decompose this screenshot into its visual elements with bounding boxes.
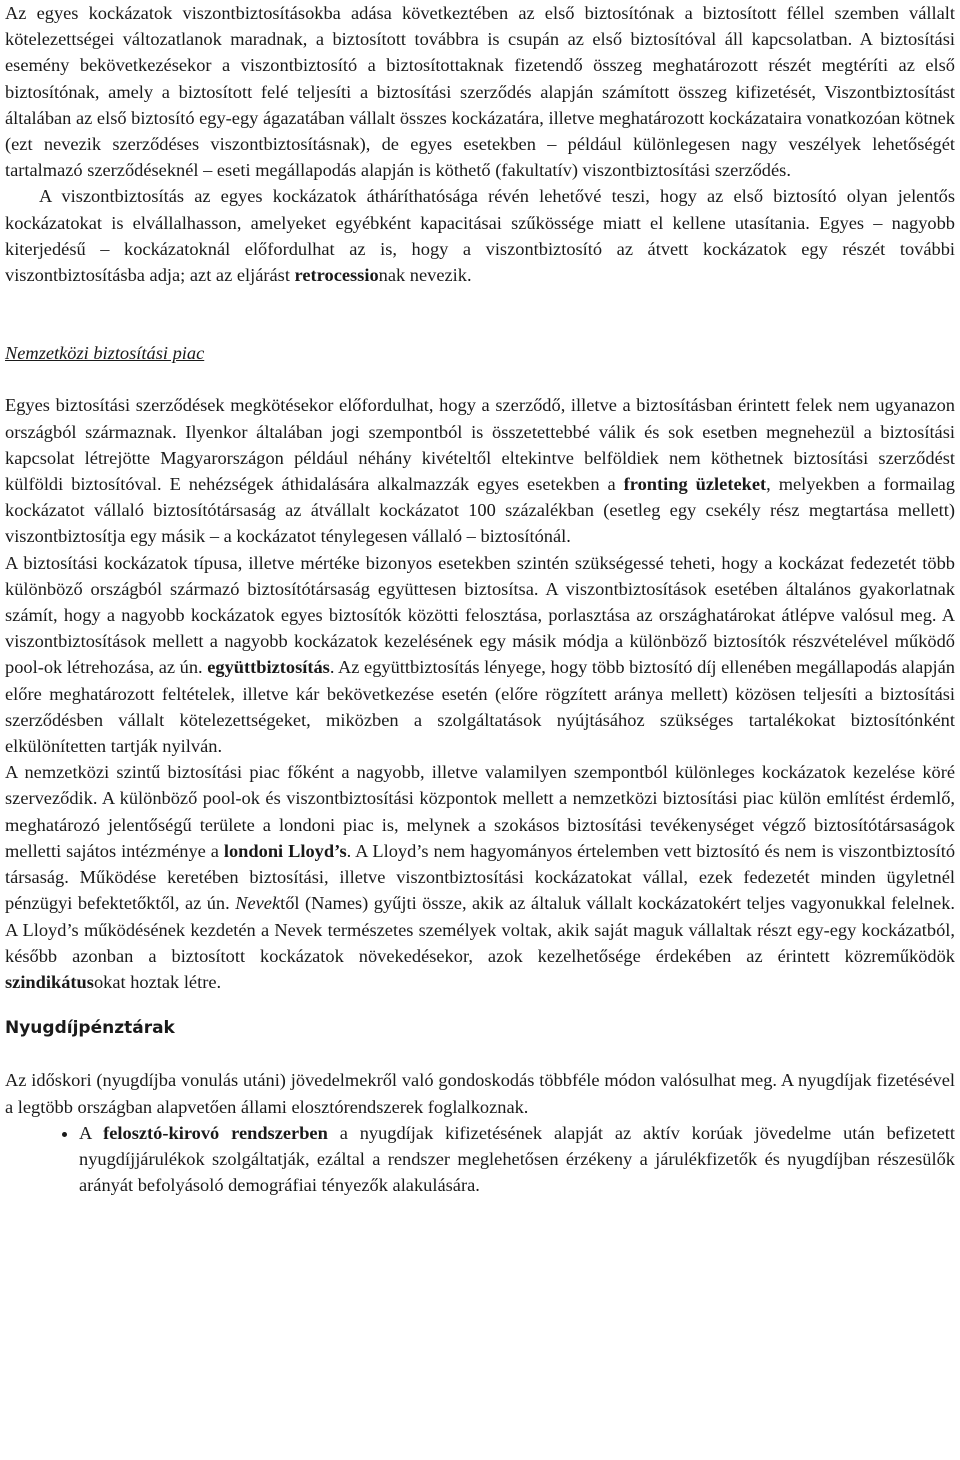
- term-fronting: fronting üzleteket: [623, 474, 767, 495]
- term-coinsurance: együttbiztosítás: [207, 657, 330, 678]
- section-heading-pension-funds: Nyugdíjpénztárak: [5, 1018, 175, 1039]
- term-payg: felosztó-kirovó rendszerben: [103, 1122, 328, 1143]
- spacer: [5, 1041, 955, 1067]
- term-retrocessio: retrocessio: [294, 265, 379, 286]
- spacer: [5, 366, 955, 392]
- term-names: Nevek: [235, 893, 281, 914]
- spacer: [5, 288, 955, 340]
- paragraph-pensions-intro: Az időskori (nyugdíjba vonulás utáni) jövedelmekről való gondoskodás többféle módon valósulhat meg. A nyugdíjak fizetésével a legtöbb országban alapvetően állami elosztórendszerek foglalkoznak.: [5, 1070, 955, 1117]
- list-item: • A felosztó-kirovó rendszerben a nyugdíjak kifizetésének alapját az aktív korúak jövedelme után befizetett nyugdíjjárulékok szolgáltatják, ezáltal a rendszer meglehetősen érzékeny a járulékfizetők és nyugdíjban részesülők arányát befolyásoló demográfiai tényezők alakulására.: [79, 1120, 955, 1199]
- paragraph-fronting: Egyes biztosítási szerződések megkötésekor előfordulhat, hogy a szerződő, illetve a biztosításban érintett felek nem ugyanazon országból származnak. Ilyenkor általában jogi szempontból is összetettebbé válik és sok esetben megnehezül a biztosítási kapcsolat létrejötte Magyarországon például néhány kivételtől eltekintve belföldiek nem köthetnek biztosítási szerződést külföldi biztosítóval. E nehézségek áthidalására alkalmazzák egyes esetekben a fronting üzleteket, melyekben a formailag kockázatot vállaló biztosítótársaság az átvállalt kockázatot 100 százalékban (esetleg egy csekély rész megtartása mellett) viszontbiztosítja egy másik – a kockázatot ténylegesen vállaló – biztosítónál.: [5, 395, 955, 547]
- paragraph-reinsurance-benefits: A viszontbiztosítás az egyes kockázatok átháríthatósága révén lehetővé teszi, hogy az első biztosító olyan jelentős kockázatokat is elvállalhasson, amelyeket egyébként kapacitásai szűkössége miatt el kellene utasítania. Egyes – nagyobb kiterjedésű – kockázatoknál előfordulhat az is, hogy a viszontbiztosító az átvett kockázatok egy részét további viszontbiztosításba adja; azt az eljárást retrocessionak nevezik.: [5, 186, 955, 286]
- bullet-list: [5, 1120, 955, 1199]
- paragraph-lloyds: A nemzetközi szintű biztosítási piac főként a nagyobb, illetve valamilyen szempontból különleges kockázatok kezelése köré szerveződik. A különböző pool-ok és viszontbiztosítási központok mellett a nemzetközi biztosítási piac külön említést érdemlő, meghatározó jelentőségű területe a londoni piac is, melynek a szokásos biztosítási tevékenységet végző biztosítótársaságok melletti sajátos intézménye a londoni Lloyd’s. A Lloyd’s nem hagyományos értelemben vett biztosító és nem is viszontbiztosító társaság. Működése keretében biztosítási, illetve viszontbiztosítási kockázatokat vállal, ezek fedezetét minden ügyletnél pénzügyi befektetőktől, az ún. Nevektől (Names) gyűjti össze, akik az általuk vállalt kockázatokért teljes vagyonukkal felelnek. A Lloyd’s működésének kezdetén a Nevek természetes személyek voltak, akik saját maguk vállaltak részt egy-egy kockázatból, később azonban a biztosított kockázatok növekedésekor, azok kezelhetősége érdekében az érintett közreműködök szindikátusokat hoztak létre.: [5, 762, 956, 992]
- spacer: [5, 995, 955, 1015]
- paragraph-reinsurance-obligations: Az egyes kockázatok viszontbiztosításokba adása következtében az első biztosítónak a biztosított féllel szemben vállalt kötelezettségei változatlanok maradnak, a biztosított továbbra is csupán az első biztosítóval áll kapcsolatban. A biztosítási esemény bekövetkezésekor a viszontbiztosító a biztosítottaknak fizetendő összeg meghatározott részét megtéríti az első biztosítónak, amely a biztosított felé teljesíti a biztosítási szerződés alapján számított összeg kifizetését, Viszontbiztosítást általában az első biztosító egy-egy ágazatában vállalt összes kockázatára, illetve meghatározott kockázataira vonatkozóan kötnek (ezt nevezik szerződéses viszontbiztosításnak), de egyes esetekben – például különlegesen nagy veszélyek lehetőségét tartalmazó szerződéseknél – eseti megállapodás alapján is köthető (fakultatív) viszontbiztosítási szerződés.: [5, 3, 955, 181]
- section-heading-international-market: Nemzetközi biztosítási piac: [5, 343, 205, 364]
- paragraph-coinsurance: A biztosítási kockázatok típusa, illetve mértéke bizonyos esetekben szintén szükségessé teheti, hogy a kockázat fedezetét több különböző országból származó biztosítótársaság együttesen biztosítsa. A viszontbiztosítások esetében általános gyakorlatnak számít, hogy a nagyobb kockázatok egyes biztosítók közötti felosztása, porlasztása az országhatárokat átlépve valósul meg. A viszontbiztosítások mellett a nagyobb kockázatok kezelésének egy másik módja a különböző biztosítók részvételével működő pool-ok létrehozása, az ún. együttbiztosítás. Az együttbiztosítás lényege, hogy több biztosító díj ellenében megállapodás alapján előre meghatározott feltételek, illetve kár bekövetkezése esetén (előre rögzített aránya mellett) közösen teljesíti a biztosítási szerződésben vállalt kötelezettségeket, miközben a szolgáltatások nyújtásához szükséges tartalékokat biztosítónként elkülönítetten tartják nyilván.: [5, 552, 955, 757]
- term-lloyds: londoni Lloyd’s: [223, 840, 347, 861]
- term-syndicate: szindikátus: [5, 971, 94, 992]
